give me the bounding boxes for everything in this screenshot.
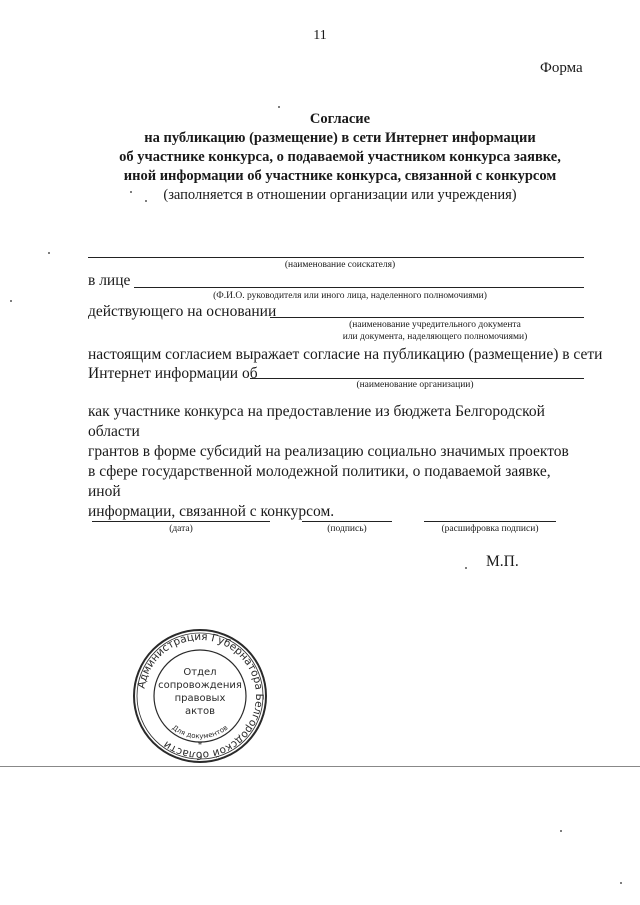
- decode-line: [424, 521, 556, 522]
- sign-line: [302, 521, 392, 522]
- document-subtitle: (заполняется в отношении организации или учреждения): [163, 187, 517, 203]
- stamp-star-icon: *: [197, 740, 203, 750]
- scan-speck: [130, 191, 132, 193]
- stamp-line-3: правовых: [174, 693, 226, 704]
- consent-line-2-label: Интернет информации об: [88, 365, 258, 382]
- stamp-line-4: актов: [184, 706, 216, 717]
- official-stamp: [130, 626, 270, 766]
- scan-speck: [278, 106, 280, 108]
- page-number: 11: [313, 28, 327, 43]
- basis-label: действующего на основании: [88, 303, 277, 320]
- paragraph-line-4: информации, связанной с конкурсом.: [88, 503, 335, 520]
- scan-speck: [560, 830, 562, 832]
- title-line-3: об участнике конкурса, о подаваемой участником конкурса заявке,: [119, 149, 561, 165]
- scan-speck: [48, 252, 50, 254]
- applicant-line: [88, 257, 584, 258]
- basis-line: [270, 317, 584, 318]
- stamp-line-2: сопровождения: [158, 680, 242, 691]
- seal-place-label: М.П.: [486, 553, 519, 570]
- document-title: [0, 110, 640, 186]
- in-person-line: [134, 287, 584, 288]
- stamp-bottom-text: Для документов: [170, 723, 230, 741]
- consent-paragraph: [88, 402, 585, 522]
- scan-speck: [465, 567, 467, 569]
- stamp-line-1: Отдел: [183, 667, 217, 678]
- consent-line-1: настоящим согласием выражает согласие на публикацию (размещение) в сети: [88, 346, 603, 363]
- title-line-1: Согласие: [309, 111, 371, 127]
- in-person-label: в лице: [88, 272, 131, 289]
- in-person-caption: (Ф.И.О. руководителя или иного лица, наделенного полномочиями): [213, 291, 487, 301]
- paragraph-line-2: грантов в форме субсидий на реализацию социально значимых проектов: [88, 443, 569, 460]
- org-line: [250, 378, 584, 379]
- scan-speck: [620, 882, 622, 884]
- stamp-ring-text: Администрация Губернатора Белгородской области: [135, 630, 266, 762]
- decode-caption: (расшифровка подписи): [441, 524, 539, 534]
- date-line: [92, 521, 270, 522]
- sign-caption: (подпись): [327, 524, 367, 534]
- basis-caption-1: (наименование учредительного документа: [349, 320, 521, 330]
- scan-speck: [10, 300, 12, 302]
- applicant-caption: (наименование соискателя): [284, 260, 396, 270]
- paragraph-line-1: как участнике конкурса на предоставление из бюджета Белгородской области: [88, 403, 545, 440]
- form-label: Форма: [540, 60, 583, 76]
- scan-speck: [145, 200, 147, 202]
- org-caption: (наименование организации): [356, 380, 474, 390]
- basis-caption-2: или документа, наделяющего полномочиями): [342, 332, 528, 342]
- date-caption: (дата): [169, 524, 193, 534]
- title-line-2: на публикацию (размещение) в сети Интернет информации: [144, 130, 536, 146]
- paragraph-line-3: в сфере государственной молодежной политики, о подаваемой заявке, иной: [88, 463, 551, 500]
- title-line-4: иной информации об участнике конкурса, связанной с конкурсом: [123, 168, 557, 184]
- scan-fold-line: [0, 766, 640, 767]
